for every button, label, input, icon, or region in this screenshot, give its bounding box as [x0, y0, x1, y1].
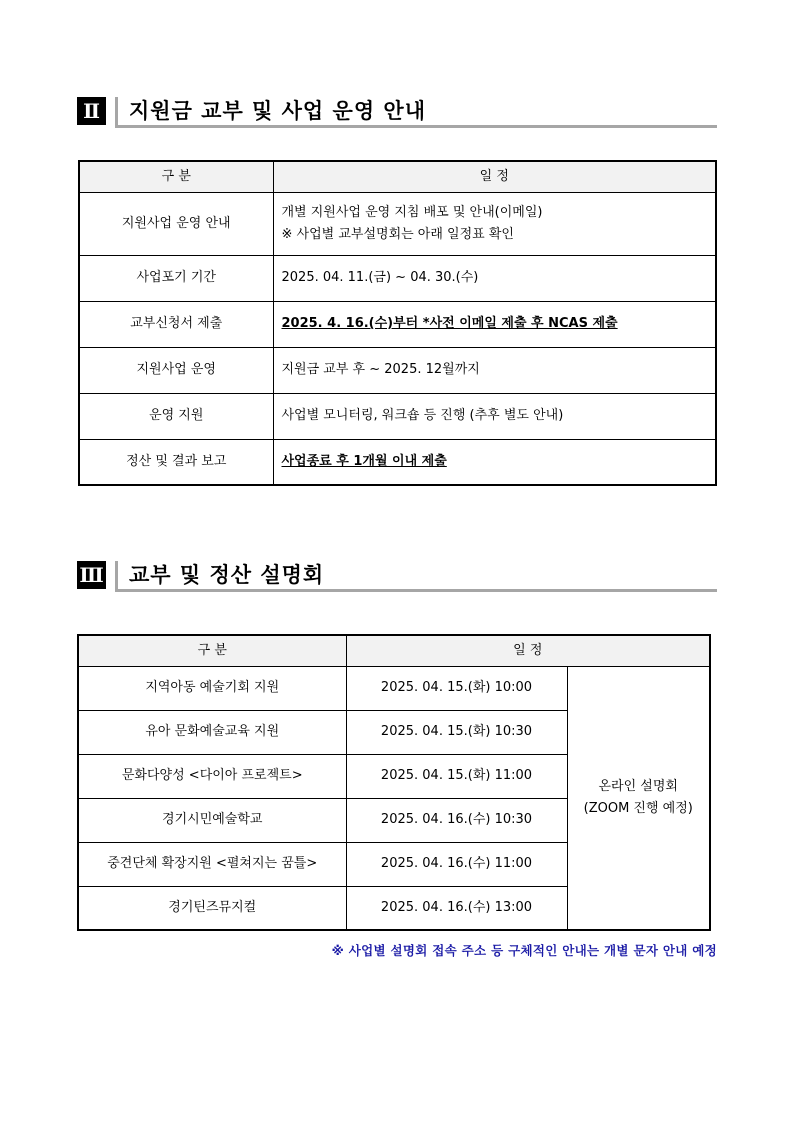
row-label: 지원사업 운영 안내: [79, 192, 273, 255]
table-header-row: [78, 635, 710, 666]
program-name: 문화다양성 <다이아 프로젝트>: [78, 754, 346, 798]
section-3-heading: [77, 561, 717, 591]
row-value: 사업종료 후 1개월 이내 제출: [273, 439, 716, 485]
briefing-datetime: 2025. 04. 16.(수) 13:00: [346, 886, 567, 930]
header-category: 구 분: [78, 635, 346, 666]
briefing-datetime: 2025. 04. 15.(화) 11:00: [346, 754, 567, 798]
table-row: [79, 439, 716, 485]
row-label: 지원사업 운영: [79, 347, 273, 393]
table-row: [79, 255, 716, 301]
table-row: [79, 301, 716, 347]
section-2-title: 지원금 교부 및 사업 운영 안내: [129, 99, 426, 123]
row-label: 정산 및 결과 보고: [79, 439, 273, 485]
table-row: [79, 192, 716, 255]
row-value: 2025. 04. 11.(금) ~ 04. 30.(수): [273, 255, 716, 301]
heading-divider: [115, 97, 118, 125]
briefing-datetime: 2025. 04. 15.(화) 10:00: [346, 666, 567, 710]
header-category: 구 분: [79, 161, 273, 192]
row-value-line: 개별 지원사업 운영 지침 배포 및 안내(이메일): [281, 204, 543, 220]
row-label: 운영 지원: [79, 393, 273, 439]
table-row: [79, 393, 716, 439]
briefing-datetime: 2025. 04. 16.(수) 11:00: [346, 842, 567, 886]
table-header-row: [79, 161, 716, 192]
section-2-numeral: Ⅱ: [77, 97, 106, 125]
table-row: [78, 666, 710, 710]
briefing-datetime: 2025. 04. 15.(화) 10:30: [346, 710, 567, 754]
briefing-method: [567, 666, 710, 930]
row-value: 2025. 4. 16.(수)부터 *사전 이메일 제출 후 NCAS 제출: [273, 301, 716, 347]
heading-underline: [115, 125, 717, 128]
heading-underline: [115, 589, 717, 592]
program-name: 경기틴즈뮤지컬: [78, 886, 346, 930]
row-value-note: ※ 사업별 교부설명회는 아래 일정표 확인: [281, 226, 514, 242]
program-name: 유아 문화예술교육 지원: [78, 710, 346, 754]
section-2-heading: [77, 97, 717, 127]
briefing-method-line: 온라인 설명회: [598, 778, 678, 794]
row-label: 사업포기 기간: [79, 255, 273, 301]
program-name: 중견단체 확장지원 <펼쳐지는 꿈틀>: [78, 842, 346, 886]
header-schedule: 일 정: [273, 161, 716, 192]
table-row: [79, 347, 716, 393]
operation-schedule-table: [78, 160, 717, 486]
row-value: [273, 192, 716, 255]
program-name: 지역아동 예술기회 지원: [78, 666, 346, 710]
section-3-title: 교부 및 정산 설명회: [129, 563, 325, 587]
row-value: 지원금 교부 후 ~ 2025. 12월까지: [273, 347, 716, 393]
row-label: 교부신청서 제출: [79, 301, 273, 347]
heading-divider: [115, 561, 118, 589]
briefing-datetime: 2025. 04. 16.(수) 10:30: [346, 798, 567, 842]
program-name: 경기시민예술학교: [78, 798, 346, 842]
notice-text: ※ 사업별 설명회 접속 주소 등 구체적인 안내는 개별 문자 안내 예정: [331, 943, 717, 958]
briefing-method-note: (ZOOM 진행 예정): [583, 800, 693, 816]
header-schedule: 일 정: [346, 635, 710, 666]
row-value: 사업별 모니터링, 워크숍 등 진행 (추후 별도 안내): [273, 393, 716, 439]
section-3-numeral: Ⅲ: [77, 561, 106, 589]
briefing-schedule-table: [77, 634, 711, 931]
